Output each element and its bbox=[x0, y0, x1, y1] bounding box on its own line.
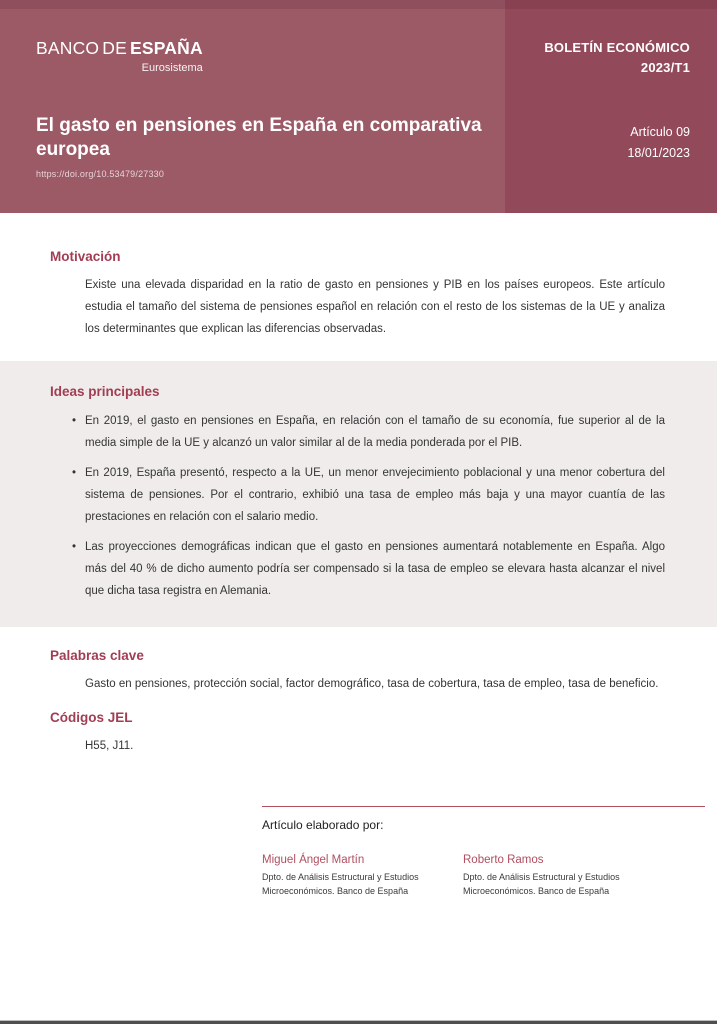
author-dept-line1: Dpto. de Análisis Estructural y Estudios bbox=[463, 872, 620, 882]
window-bottom-edge bbox=[0, 1020, 717, 1024]
author-name: Roberto Ramos bbox=[463, 854, 544, 866]
ideas-heading: Ideas principales bbox=[50, 384, 160, 399]
logo-word-espana: ESPAÑA bbox=[129, 38, 203, 58]
header-right-panel bbox=[505, 0, 717, 213]
idea-bullet-1: • En 2019, el gasto en pensiones en España, en relación con el tamaño de su economía, fue superior al de la media simple de la UE y alcanzó un valor similar al de la media ponderada por el PIB. bbox=[72, 410, 665, 454]
authors-intro: Artículo elaborado por: bbox=[262, 818, 384, 832]
jel-body: H55, J11. bbox=[85, 740, 134, 752]
article-meta bbox=[627, 122, 690, 164]
jel-heading: Códigos JEL bbox=[50, 710, 133, 725]
author-card bbox=[262, 853, 463, 898]
author-department bbox=[463, 871, 664, 898]
article-number: Artículo 09 bbox=[630, 125, 690, 139]
idea-bullet-2: • En 2019, España presentó, respecto a la UE, un menor envejecimiento poblacional y una menor cobertura del sistema de pensiones. Por el contrario, exhibió una tasa de empleo más baja y una mayor cuantía de las prestaciones en relación con el salario medio. bbox=[72, 462, 665, 528]
page-header bbox=[0, 0, 717, 213]
logo-subtitle: Eurosistema bbox=[141, 62, 203, 74]
logo-word-de: DE bbox=[102, 38, 127, 58]
section-motivacion bbox=[0, 213, 717, 340]
doi-link[interactable]: https://doi.org/10.53479/27330 bbox=[36, 169, 165, 179]
title-block bbox=[36, 114, 488, 182]
section-palabras-clave bbox=[0, 627, 717, 695]
publication-issue: 2023/T1 bbox=[640, 60, 690, 75]
authors-columns bbox=[262, 853, 705, 898]
logo-wordmark bbox=[36, 38, 203, 59]
banco-de-espana-logo bbox=[36, 38, 203, 74]
author-name: Miguel Ángel Martín bbox=[262, 854, 365, 866]
publication-name: BOLETÍN ECONÓMICO bbox=[544, 40, 690, 55]
author-card bbox=[463, 853, 664, 898]
palabras-heading: Palabras clave bbox=[50, 648, 144, 663]
author-dept-line2: Microeconómicos. Banco de España bbox=[262, 885, 409, 896]
authors-divider-rule bbox=[262, 806, 705, 807]
article-date: 18/01/2023 bbox=[627, 146, 690, 160]
page-title: El gasto en pensiones en España en comparativa europea bbox=[36, 115, 482, 160]
motivacion-body: Existe una elevada disparidad en la ratio de gasto en pensiones y PIB en los países europeos. Este artículo estudia el tamaño del sistema de pensiones español en relación con el resto de los sistemas de la UE y analiza los determinantes que explican las diferencias observadas. bbox=[85, 279, 665, 335]
section-ideas-principales bbox=[0, 361, 717, 627]
idea-bullet-3: • Las proyecciones demográficas indican que el gasto en pensiones aumentará notablemente en España. Algo más del 40 % de dicho aumento podría ser compensado si la tasa de empleo se elevara hasta alcanzar el nivel que dicha tasa registra en Alemania. bbox=[72, 536, 665, 602]
section-codigos-jel bbox=[0, 695, 717, 757]
publication-block bbox=[544, 38, 690, 78]
author-dept-line1: Dpto. de Análisis Estructural y Estudios bbox=[262, 872, 419, 882]
header-top-shade bbox=[0, 0, 717, 9]
author-dept-line2: Microeconómicos. Banco de España bbox=[463, 885, 610, 896]
motivacion-heading: Motivación bbox=[50, 249, 121, 264]
ideas-bullet-list bbox=[72, 410, 665, 602]
logo-word-banco: BANCO bbox=[36, 38, 100, 58]
author-department bbox=[262, 871, 463, 898]
palabras-body: Gasto en pensiones, protección social, factor demográfico, tasa de cobertura, tasa de empleo, tasa de beneficio. bbox=[85, 678, 659, 690]
authors-block bbox=[262, 806, 705, 898]
